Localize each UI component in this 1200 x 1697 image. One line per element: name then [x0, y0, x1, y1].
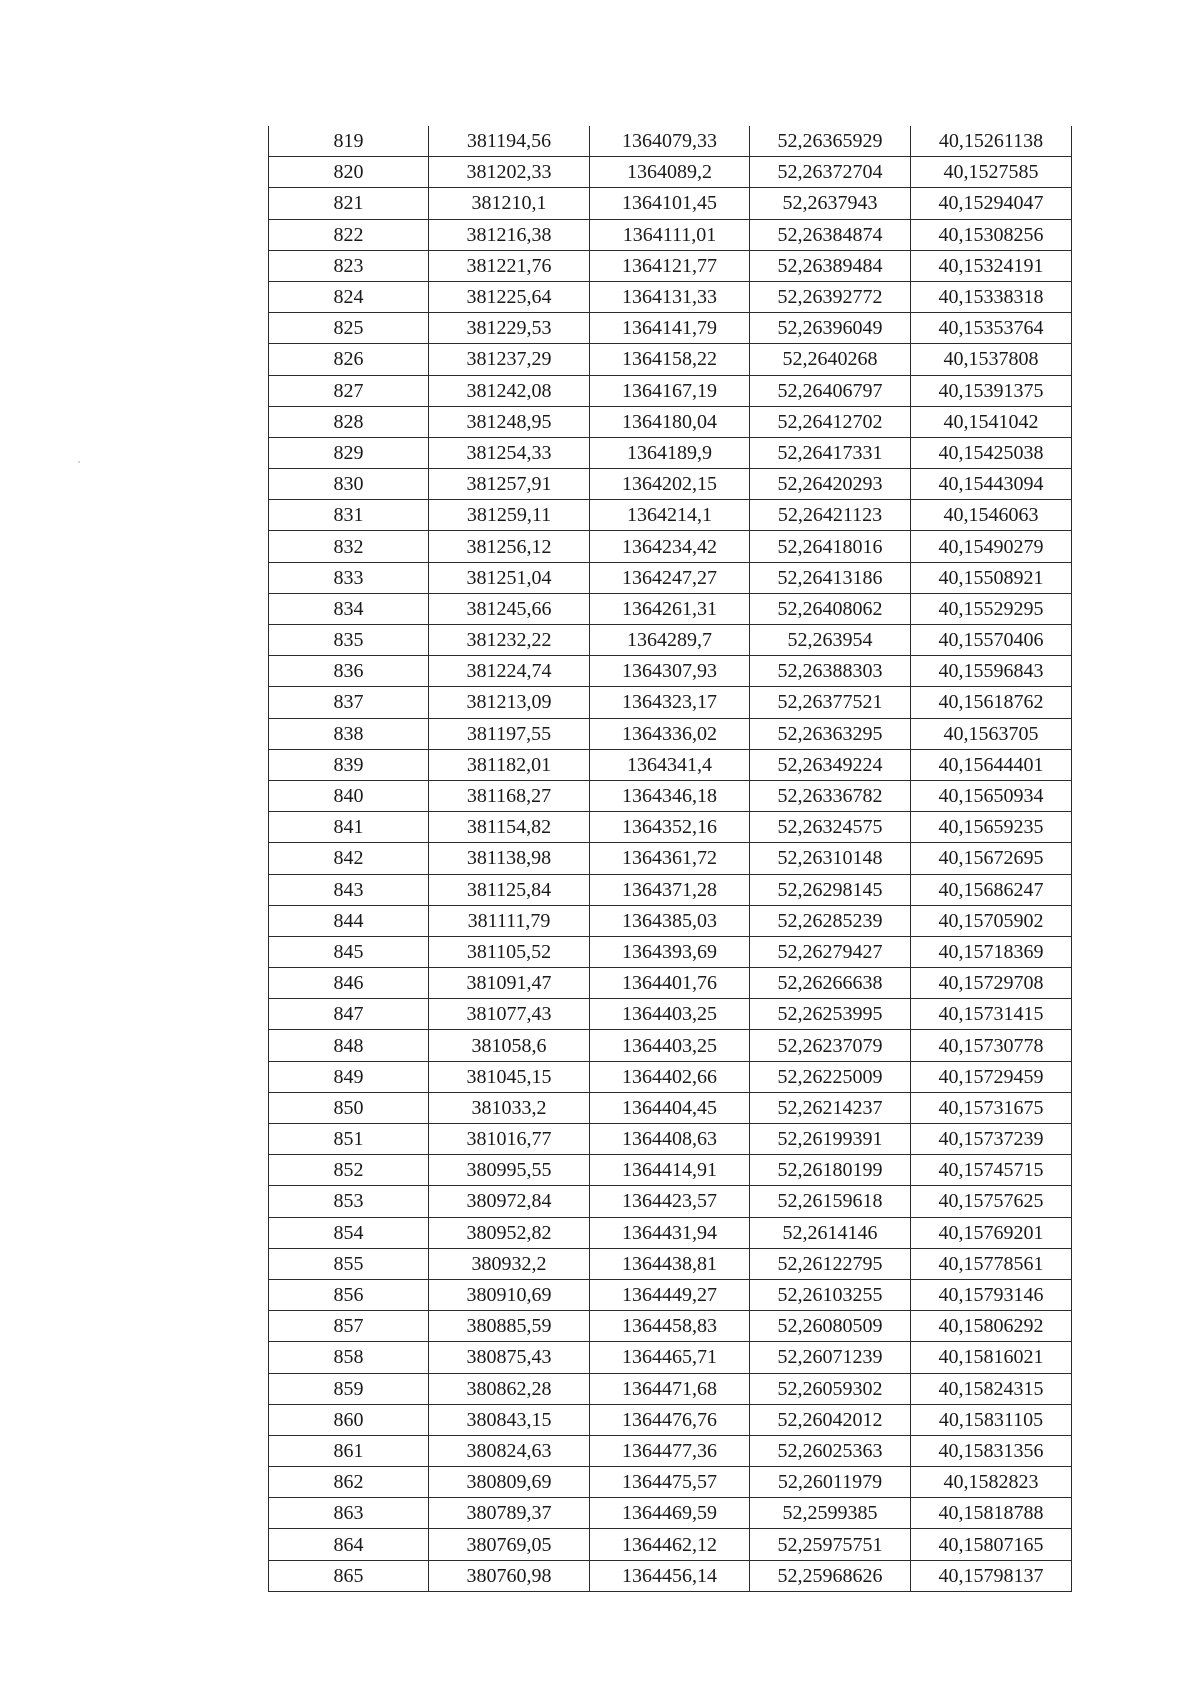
- latitude-cell: 52,25975751: [750, 1529, 911, 1560]
- point-number-cell: 844: [269, 905, 429, 936]
- x-coordinate-cell: 381125,84: [429, 874, 590, 905]
- y-coordinate-cell: 1364414,91: [590, 1155, 750, 1186]
- longitude-cell: 40,15769201: [911, 1217, 1072, 1248]
- table-row: [269, 1311, 1072, 1342]
- x-coordinate-cell: 380910,69: [429, 1279, 590, 1310]
- point-number-cell: 822: [269, 219, 429, 250]
- longitude-cell: 40,15729708: [911, 968, 1072, 999]
- table-row: [269, 1217, 1072, 1248]
- longitude-cell: 40,15294047: [911, 188, 1072, 219]
- table-row: [269, 936, 1072, 967]
- y-coordinate-cell: 1364131,33: [590, 281, 750, 312]
- table-row: [269, 1467, 1072, 1498]
- table-row: [269, 1529, 1072, 1560]
- longitude-cell: 40,15818788: [911, 1498, 1072, 1529]
- y-coordinate-cell: 1364401,76: [590, 968, 750, 999]
- table-row: [269, 562, 1072, 593]
- longitude-cell: 40,15778561: [911, 1248, 1072, 1279]
- x-coordinate-cell: 381058,6: [429, 1030, 590, 1061]
- y-coordinate-cell: 1364371,28: [590, 874, 750, 905]
- x-coordinate-cell: 380995,55: [429, 1155, 590, 1186]
- x-coordinate-cell: 381182,01: [429, 749, 590, 780]
- table-row: [269, 1404, 1072, 1435]
- x-coordinate-cell: 380972,84: [429, 1186, 590, 1217]
- latitude-cell: 52,2640268: [750, 344, 911, 375]
- x-coordinate-cell: 381194,56: [429, 126, 590, 157]
- latitude-cell: 52,26413186: [750, 562, 911, 593]
- point-number-cell: 850: [269, 1092, 429, 1123]
- table-row: [269, 1248, 1072, 1279]
- longitude-cell: 40,1541042: [911, 406, 1072, 437]
- table-row: [269, 968, 1072, 999]
- x-coordinate-cell: 381210,1: [429, 188, 590, 219]
- point-number-cell: 831: [269, 500, 429, 531]
- point-number-cell: 840: [269, 780, 429, 811]
- table-row: [269, 406, 1072, 437]
- point-number-cell: 841: [269, 812, 429, 843]
- table-row: [269, 1155, 1072, 1186]
- x-coordinate-cell: 380875,43: [429, 1342, 590, 1373]
- longitude-cell: 40,15443094: [911, 469, 1072, 500]
- table-row: [269, 749, 1072, 780]
- table-row: [269, 1124, 1072, 1155]
- point-number-cell: 823: [269, 250, 429, 281]
- table-row: [269, 1498, 1072, 1529]
- y-coordinate-cell: 1364202,15: [590, 469, 750, 500]
- point-number-cell: 821: [269, 188, 429, 219]
- point-number-cell: 820: [269, 157, 429, 188]
- x-coordinate-cell: 381259,11: [429, 500, 590, 531]
- table-row: [269, 281, 1072, 312]
- latitude-cell: 52,26159618: [750, 1186, 911, 1217]
- point-number-cell: 835: [269, 625, 429, 656]
- longitude-cell: 40,1527585: [911, 157, 1072, 188]
- point-number-cell: 856: [269, 1279, 429, 1310]
- longitude-cell: 40,15672695: [911, 843, 1072, 874]
- y-coordinate-cell: 1364423,57: [590, 1186, 750, 1217]
- x-coordinate-cell: 380843,15: [429, 1404, 590, 1435]
- point-number-cell: 857: [269, 1311, 429, 1342]
- x-coordinate-cell: 381033,2: [429, 1092, 590, 1123]
- y-coordinate-cell: 1364456,14: [590, 1560, 750, 1591]
- y-coordinate-cell: 1364385,03: [590, 905, 750, 936]
- table-row: [269, 469, 1072, 500]
- x-coordinate-cell: 381251,04: [429, 562, 590, 593]
- longitude-cell: 40,15745715: [911, 1155, 1072, 1186]
- longitude-cell: 40,1563705: [911, 718, 1072, 749]
- x-coordinate-cell: 380885,59: [429, 1311, 590, 1342]
- x-coordinate-cell: 381225,64: [429, 281, 590, 312]
- longitude-cell: 40,15807165: [911, 1529, 1072, 1560]
- y-coordinate-cell: 1364234,42: [590, 531, 750, 562]
- point-number-cell: 859: [269, 1373, 429, 1404]
- table-row: [269, 843, 1072, 874]
- latitude-cell: 52,26042012: [750, 1404, 911, 1435]
- latitude-cell: 52,26199391: [750, 1124, 911, 1155]
- latitude-cell: 52,26253995: [750, 999, 911, 1030]
- latitude-cell: 52,2637943: [750, 188, 911, 219]
- latitude-cell: 52,26408062: [750, 593, 911, 624]
- point-number-cell: 845: [269, 936, 429, 967]
- x-coordinate-cell: 381257,91: [429, 469, 590, 500]
- x-coordinate-cell: 381138,98: [429, 843, 590, 874]
- x-coordinate-cell: 380862,28: [429, 1373, 590, 1404]
- longitude-cell: 40,15596843: [911, 656, 1072, 687]
- point-number-cell: 827: [269, 375, 429, 406]
- latitude-cell: 52,26396049: [750, 313, 911, 344]
- latitude-cell: 52,26384874: [750, 219, 911, 250]
- table-row: [269, 1092, 1072, 1123]
- x-coordinate-cell: 381111,79: [429, 905, 590, 936]
- latitude-cell: 52,26122795: [750, 1248, 911, 1279]
- table-row: [269, 188, 1072, 219]
- latitude-cell: 52,26266638: [750, 968, 911, 999]
- y-coordinate-cell: 1364476,76: [590, 1404, 750, 1435]
- point-number-cell: 852: [269, 1155, 429, 1186]
- table-row: [269, 219, 1072, 250]
- latitude-cell: 52,26103255: [750, 1279, 911, 1310]
- point-number-cell: 864: [269, 1529, 429, 1560]
- y-coordinate-cell: 1364346,18: [590, 780, 750, 811]
- longitude-cell: 40,15570406: [911, 625, 1072, 656]
- longitude-cell: 40,15391375: [911, 375, 1072, 406]
- x-coordinate-cell: 381221,76: [429, 250, 590, 281]
- table-row: [269, 718, 1072, 749]
- point-number-cell: 834: [269, 593, 429, 624]
- latitude-cell: 52,26392772: [750, 281, 911, 312]
- latitude-cell: 52,26365929: [750, 126, 911, 157]
- table-row: [269, 1373, 1072, 1404]
- latitude-cell: 52,26285239: [750, 905, 911, 936]
- y-coordinate-cell: 1364352,16: [590, 812, 750, 843]
- latitude-cell: 52,26324575: [750, 812, 911, 843]
- table-row: [269, 344, 1072, 375]
- latitude-cell: 52,26298145: [750, 874, 911, 905]
- x-coordinate-cell: 381168,27: [429, 780, 590, 811]
- x-coordinate-cell: 381045,15: [429, 1061, 590, 1092]
- point-number-cell: 838: [269, 718, 429, 749]
- longitude-cell: 40,15831356: [911, 1435, 1072, 1466]
- table-row: [269, 1186, 1072, 1217]
- x-coordinate-cell: 381245,66: [429, 593, 590, 624]
- point-number-cell: 848: [269, 1030, 429, 1061]
- longitude-cell: 40,1546063: [911, 500, 1072, 531]
- y-coordinate-cell: 1364158,22: [590, 344, 750, 375]
- table-row: [269, 126, 1072, 157]
- point-number-cell: 828: [269, 406, 429, 437]
- longitude-cell: 40,15793146: [911, 1279, 1072, 1310]
- latitude-cell: 52,26363295: [750, 718, 911, 749]
- point-number-cell: 819: [269, 126, 429, 157]
- longitude-cell: 40,15650934: [911, 780, 1072, 811]
- point-number-cell: 847: [269, 999, 429, 1030]
- latitude-cell: 52,26420293: [750, 469, 911, 500]
- latitude-cell: 52,26412702: [750, 406, 911, 437]
- longitude-cell: 40,15757625: [911, 1186, 1072, 1217]
- x-coordinate-cell: 380760,98: [429, 1560, 590, 1591]
- latitude-cell: 52,26406797: [750, 375, 911, 406]
- y-coordinate-cell: 1364341,4: [590, 749, 750, 780]
- x-coordinate-cell: 381202,33: [429, 157, 590, 188]
- table-row: [269, 250, 1072, 281]
- x-coordinate-cell: 381154,82: [429, 812, 590, 843]
- table-row: [269, 656, 1072, 687]
- y-coordinate-cell: 1364438,81: [590, 1248, 750, 1279]
- point-number-cell: 860: [269, 1404, 429, 1435]
- y-coordinate-cell: 1364079,33: [590, 126, 750, 157]
- point-number-cell: 832: [269, 531, 429, 562]
- table-row: [269, 1342, 1072, 1373]
- x-coordinate-cell: 380809,69: [429, 1467, 590, 1498]
- latitude-cell: 52,26180199: [750, 1155, 911, 1186]
- y-coordinate-cell: 1364089,2: [590, 157, 750, 188]
- y-coordinate-cell: 1364465,71: [590, 1342, 750, 1373]
- scan-speck: [78, 461, 80, 463]
- table-row: [269, 500, 1072, 531]
- y-coordinate-cell: 1364403,25: [590, 1030, 750, 1061]
- x-coordinate-cell: 381077,43: [429, 999, 590, 1030]
- y-coordinate-cell: 1364475,57: [590, 1467, 750, 1498]
- x-coordinate-cell: 381216,38: [429, 219, 590, 250]
- longitude-cell: 40,15806292: [911, 1311, 1072, 1342]
- x-coordinate-cell: 381229,53: [429, 313, 590, 344]
- y-coordinate-cell: 1364323,17: [590, 687, 750, 718]
- latitude-cell: 52,26336782: [750, 780, 911, 811]
- longitude-cell: 40,15718369: [911, 936, 1072, 967]
- x-coordinate-cell: 381091,47: [429, 968, 590, 999]
- point-number-cell: 842: [269, 843, 429, 874]
- y-coordinate-cell: 1364477,36: [590, 1435, 750, 1466]
- longitude-cell: 40,15824315: [911, 1373, 1072, 1404]
- latitude-cell: 52,26377521: [750, 687, 911, 718]
- y-coordinate-cell: 1364402,66: [590, 1061, 750, 1092]
- latitude-cell: 52,26059302: [750, 1373, 911, 1404]
- point-number-cell: 855: [269, 1248, 429, 1279]
- latitude-cell: 52,2614146: [750, 1217, 911, 1248]
- y-coordinate-cell: 1364189,9: [590, 437, 750, 468]
- longitude-cell: 40,15508921: [911, 562, 1072, 593]
- table-row: [269, 313, 1072, 344]
- x-coordinate-cell: 380824,63: [429, 1435, 590, 1466]
- longitude-cell: 40,15686247: [911, 874, 1072, 905]
- x-coordinate-cell: 380932,2: [429, 1248, 590, 1279]
- point-number-cell: 843: [269, 874, 429, 905]
- y-coordinate-cell: 1364458,83: [590, 1311, 750, 1342]
- latitude-cell: 52,26011979: [750, 1467, 911, 1498]
- y-coordinate-cell: 1364111,01: [590, 219, 750, 250]
- point-number-cell: 837: [269, 687, 429, 718]
- point-number-cell: 839: [269, 749, 429, 780]
- latitude-cell: 52,26025363: [750, 1435, 911, 1466]
- latitude-cell: 52,26372704: [750, 157, 911, 188]
- x-coordinate-cell: 381242,08: [429, 375, 590, 406]
- longitude-cell: 40,1582823: [911, 1467, 1072, 1498]
- y-coordinate-cell: 1364261,31: [590, 593, 750, 624]
- y-coordinate-cell: 1364403,25: [590, 999, 750, 1030]
- point-number-cell: 830: [269, 469, 429, 500]
- latitude-cell: 52,26279427: [750, 936, 911, 967]
- longitude-cell: 40,15737239: [911, 1124, 1072, 1155]
- longitude-cell: 40,15798137: [911, 1560, 1072, 1591]
- x-coordinate-cell: 381232,22: [429, 625, 590, 656]
- longitude-cell: 40,15353764: [911, 313, 1072, 344]
- table-row: [269, 1279, 1072, 1310]
- x-coordinate-cell: 381248,95: [429, 406, 590, 437]
- latitude-cell: 52,26418016: [750, 531, 911, 562]
- latitude-cell: 52,26421123: [750, 500, 911, 531]
- longitude-cell: 40,15831105: [911, 1404, 1072, 1435]
- y-coordinate-cell: 1364247,27: [590, 562, 750, 593]
- point-number-cell: 863: [269, 1498, 429, 1529]
- x-coordinate-cell: 381197,55: [429, 718, 590, 749]
- y-coordinate-cell: 1364471,68: [590, 1373, 750, 1404]
- y-coordinate-cell: 1364167,19: [590, 375, 750, 406]
- longitude-cell: 40,15729459: [911, 1061, 1072, 1092]
- longitude-cell: 40,15816021: [911, 1342, 1072, 1373]
- table-row: [269, 375, 1072, 406]
- x-coordinate-cell: 381254,33: [429, 437, 590, 468]
- latitude-cell: 52,26080509: [750, 1311, 911, 1342]
- point-number-cell: 851: [269, 1124, 429, 1155]
- latitude-cell: 52,26388303: [750, 656, 911, 687]
- latitude-cell: 52,26389484: [750, 250, 911, 281]
- latitude-cell: 52,2599385: [750, 1498, 911, 1529]
- table-row: [269, 812, 1072, 843]
- table-row: [269, 905, 1072, 936]
- longitude-cell: 40,15659235: [911, 812, 1072, 843]
- table-row: [269, 625, 1072, 656]
- point-number-cell: 849: [269, 1061, 429, 1092]
- point-number-cell: 824: [269, 281, 429, 312]
- longitude-cell: 40,15705902: [911, 905, 1072, 936]
- table-row: [269, 780, 1072, 811]
- point-number-cell: 829: [269, 437, 429, 468]
- point-number-cell: 833: [269, 562, 429, 593]
- y-coordinate-cell: 1364462,12: [590, 1529, 750, 1560]
- longitude-cell: 40,15308256: [911, 219, 1072, 250]
- x-coordinate-cell: 380952,82: [429, 1217, 590, 1248]
- y-coordinate-cell: 1364469,59: [590, 1498, 750, 1529]
- point-number-cell: 825: [269, 313, 429, 344]
- y-coordinate-cell: 1364101,45: [590, 188, 750, 219]
- x-coordinate-cell: 381105,52: [429, 936, 590, 967]
- y-coordinate-cell: 1364336,02: [590, 718, 750, 749]
- longitude-cell: 40,15618762: [911, 687, 1072, 718]
- y-coordinate-cell: 1364121,77: [590, 250, 750, 281]
- table-row: [269, 1560, 1072, 1591]
- y-coordinate-cell: 1364449,27: [590, 1279, 750, 1310]
- point-number-cell: 836: [269, 656, 429, 687]
- table-row: [269, 157, 1072, 188]
- longitude-cell: 40,15731415: [911, 999, 1072, 1030]
- table-row: [269, 1061, 1072, 1092]
- y-coordinate-cell: 1364408,63: [590, 1124, 750, 1155]
- y-coordinate-cell: 1364214,1: [590, 500, 750, 531]
- point-number-cell: 846: [269, 968, 429, 999]
- x-coordinate-cell: 381016,77: [429, 1124, 590, 1155]
- y-coordinate-cell: 1364431,94: [590, 1217, 750, 1248]
- coordinates-table: [268, 126, 1072, 1592]
- point-number-cell: 826: [269, 344, 429, 375]
- latitude-cell: 52,26349224: [750, 749, 911, 780]
- x-coordinate-cell: 381256,12: [429, 531, 590, 562]
- table-row: [269, 531, 1072, 562]
- x-coordinate-cell: 381213,09: [429, 687, 590, 718]
- x-coordinate-cell: 380789,37: [429, 1498, 590, 1529]
- longitude-cell: 40,15529295: [911, 593, 1072, 624]
- longitude-cell: 40,15324191: [911, 250, 1072, 281]
- point-number-cell: 858: [269, 1342, 429, 1373]
- x-coordinate-cell: 381224,74: [429, 656, 590, 687]
- longitude-cell: 40,15338318: [911, 281, 1072, 312]
- x-coordinate-cell: 381237,29: [429, 344, 590, 375]
- latitude-cell: 52,26225009: [750, 1061, 911, 1092]
- y-coordinate-cell: 1364393,69: [590, 936, 750, 967]
- latitude-cell: 52,25968626: [750, 1560, 911, 1591]
- y-coordinate-cell: 1364180,04: [590, 406, 750, 437]
- y-coordinate-cell: 1364307,93: [590, 656, 750, 687]
- table-row: [269, 999, 1072, 1030]
- longitude-cell: 40,15425038: [911, 437, 1072, 468]
- x-coordinate-cell: 380769,05: [429, 1529, 590, 1560]
- coordinates-table-body: [269, 126, 1072, 1591]
- latitude-cell: 52,263954: [750, 625, 911, 656]
- longitude-cell: 40,15731675: [911, 1092, 1072, 1123]
- point-number-cell: 854: [269, 1217, 429, 1248]
- longitude-cell: 40,15730778: [911, 1030, 1072, 1061]
- y-coordinate-cell: 1364141,79: [590, 313, 750, 344]
- y-coordinate-cell: 1364289,7: [590, 625, 750, 656]
- table-row: [269, 687, 1072, 718]
- point-number-cell: 861: [269, 1435, 429, 1466]
- longitude-cell: 40,1537808: [911, 344, 1072, 375]
- latitude-cell: 52,26214237: [750, 1092, 911, 1123]
- latitude-cell: 52,26237079: [750, 1030, 911, 1061]
- y-coordinate-cell: 1364404,45: [590, 1092, 750, 1123]
- table-row: [269, 437, 1072, 468]
- point-number-cell: 862: [269, 1467, 429, 1498]
- point-number-cell: 853: [269, 1186, 429, 1217]
- point-number-cell: 865: [269, 1560, 429, 1591]
- longitude-cell: 40,15490279: [911, 531, 1072, 562]
- table-row: [269, 593, 1072, 624]
- longitude-cell: 40,15261138: [911, 126, 1072, 157]
- longitude-cell: 40,15644401: [911, 749, 1072, 780]
- latitude-cell: 52,26071239: [750, 1342, 911, 1373]
- table-row: [269, 874, 1072, 905]
- table-row: [269, 1030, 1072, 1061]
- latitude-cell: 52,26417331: [750, 437, 911, 468]
- latitude-cell: 52,26310148: [750, 843, 911, 874]
- table-row: [269, 1435, 1072, 1466]
- y-coordinate-cell: 1364361,72: [590, 843, 750, 874]
